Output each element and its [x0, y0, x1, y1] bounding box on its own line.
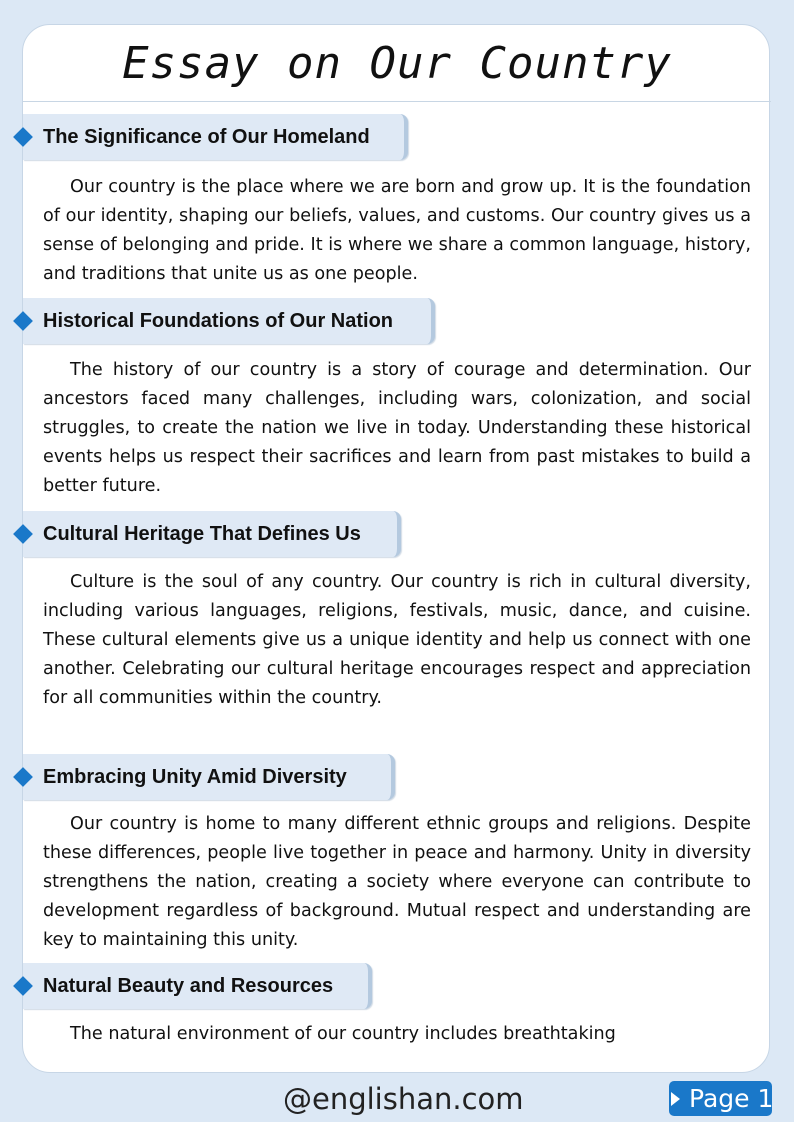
section-header-cultural — [23, 511, 401, 557]
diamond-icon — [13, 524, 33, 544]
page-number: Page 1 — [689, 1084, 774, 1113]
page-title: Essay on Our Country — [122, 38, 672, 89]
footer-site-link[interactable]: @englishan.com — [283, 1082, 524, 1116]
diamond-icon — [13, 767, 33, 787]
section-paragraph: Culture is the soul of any country. Our country is rich in cultural diversity, including various languages, religions, festivals, music, dance, and cuisine. These cultural elements give us a unique identity and help us connect with one another. Celebrating our cultural heritage encourages respect and appreciation for all communities within the country. — [43, 572, 751, 708]
arrow-icon — [671, 1092, 680, 1106]
section-header-natural — [23, 963, 372, 1009]
section-paragraph: The natural environment of our country includes breathtaking — [70, 1024, 616, 1044]
section-paragraph: Our country is home to many different ethnic groups and religions. Despite these differences, people live together in peace and harmony. Unity in diversity strengthens the nation, creating a society where everyone can contribute to development regardless of background. Mutual respect and understanding are key to maintaining this unity. — [43, 814, 751, 950]
section-header-significance — [23, 114, 408, 160]
section-heading: Embracing Unity Amid Diversity — [43, 766, 347, 788]
section-heading: Historical Foundations of Our Nation — [43, 310, 393, 332]
diamond-icon — [13, 311, 33, 331]
page-badge — [669, 1081, 772, 1116]
section-paragraph: Our country is the place where we are born and grow up. It is the foundation of our identity, shaping our beliefs, values, and customs. Our country gives us a sense of belonging and pride. It is where we share a common language, history, and traditions that unite us as one people. — [43, 177, 751, 284]
diamond-icon — [13, 127, 33, 147]
section-header-historical — [23, 298, 435, 344]
section-heading: Natural Beauty and Resources — [43, 975, 334, 997]
section-heading: The Significance of Our Homeland — [43, 126, 370, 148]
section-heading: Cultural Heritage That Defines Us — [43, 523, 361, 545]
essay-card — [22, 24, 770, 1073]
diamond-icon — [13, 976, 33, 996]
section-header-unity — [23, 754, 395, 800]
title-divider — [23, 101, 771, 102]
section-paragraph: The history of our country is a story of courage and determination. Our ancestors faced many challenges, including wars, colonization, and social struggles, to create the nation we live in today. Understanding these historical events helps us respect their sacrifices and learn from past mistakes to build a better future. — [43, 360, 751, 496]
